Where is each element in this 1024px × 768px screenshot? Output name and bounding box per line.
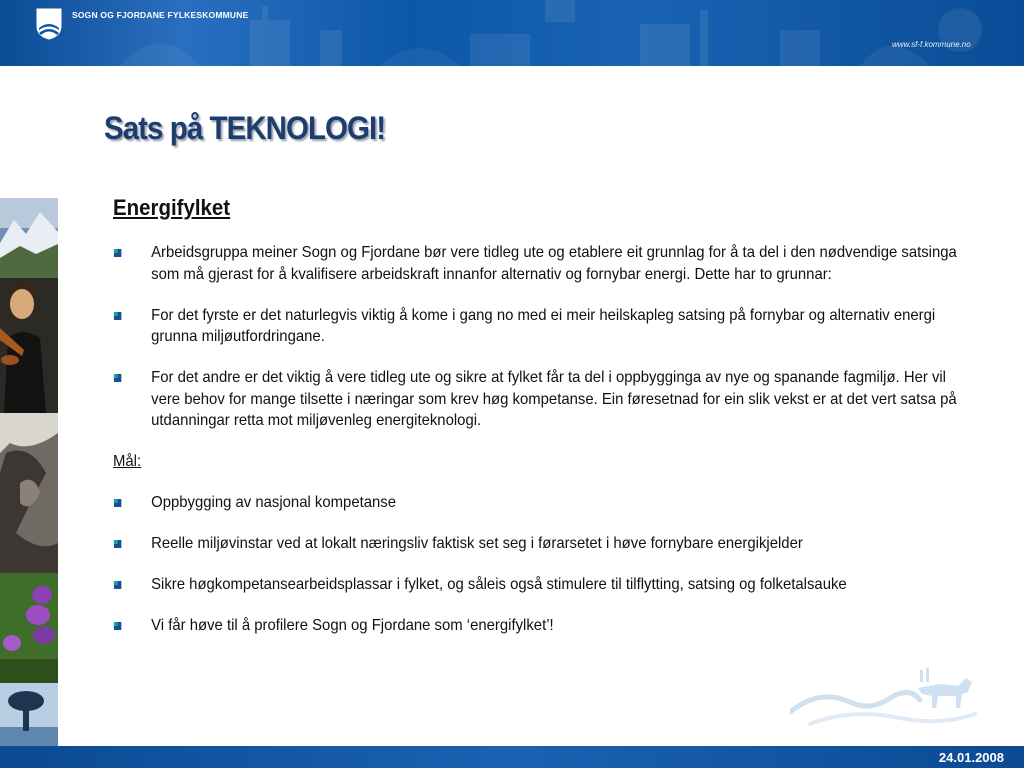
square-bullet-icon bbox=[114, 622, 121, 630]
violinist-photo bbox=[0, 278, 58, 413]
slide-date: 24.01.2008 bbox=[938, 750, 1004, 765]
square-bullet-icon bbox=[114, 540, 121, 548]
website-url[interactable]: www.sf-f.kommune.no bbox=[892, 40, 971, 49]
list-item bbox=[113, 305, 964, 348]
goal-text: Reelle miljøvinstar ved at lokalt næringsliv faktisk set seg i førarsetet i høve fornybare energikjelder bbox=[151, 535, 803, 552]
list-item bbox=[113, 492, 964, 514]
slide-title: Sats på TEKNOLOGI! bbox=[104, 110, 386, 146]
mountain-photo bbox=[0, 198, 58, 278]
goal-text: Oppbygging av nasjonal kompetanse bbox=[151, 494, 396, 511]
photo-strip bbox=[0, 198, 58, 748]
bullet-text: Arbeidsgruppa meiner Sogn og Fjordane bør vere tidleg ute og etablere eit grunnlag for å ta del i den nødvendige satsinga som må gjerast for å kvalifisere arbeidskraft innanfor alternativ og fornybar energi. Dette har to grunnar: bbox=[151, 244, 957, 283]
square-bullet-icon bbox=[114, 499, 121, 507]
header-banner bbox=[0, 0, 1024, 66]
square-bullet-icon bbox=[114, 374, 121, 382]
goals-label: Mål: bbox=[113, 453, 142, 470]
list-item bbox=[113, 367, 964, 432]
square-bullet-icon bbox=[114, 312, 121, 320]
tree-sea-photo bbox=[0, 683, 58, 748]
list-item bbox=[113, 533, 964, 555]
square-bullet-icon bbox=[114, 249, 121, 257]
goal-text: Vi får høve til å profilere Sogn og Fjordane som ‘energifylket’! bbox=[151, 617, 554, 634]
goals-bullet-list bbox=[113, 492, 964, 637]
list-item bbox=[113, 574, 964, 596]
footer-bar bbox=[0, 746, 1024, 768]
list-item bbox=[113, 615, 964, 637]
slide-content bbox=[113, 194, 963, 656]
goal-text: Sikre høgkompetansearbeidsplassar i fylket, og såleis også stimulere til tilflytting, satsing og folketalsauke bbox=[151, 576, 847, 593]
bullet-text: For det fyrste er det naturlegvis viktig å kome i gang no med ei meir heilskapleg satsing på fornybar og alternativ energi grunna miljøutfordringane. bbox=[151, 306, 936, 345]
list-item bbox=[113, 242, 964, 285]
square-bullet-icon bbox=[114, 581, 121, 589]
section-heading: Energifylket bbox=[113, 195, 231, 220]
foxglove-flowers-photo bbox=[0, 573, 58, 683]
horse-watermark-icon bbox=[790, 668, 980, 730]
bullet-text: For det andre er det viktig å vere tidleg ute og sikre at fylket får ta del i oppbygginga av nye og spanande fagmiljø. Her vil vere behov for mange tilsette i næringar som krev høg kompetanse. Ein føresetnad for ein slik vekst er at det vert satsa på utdanningar retta mot miljøvenleg energiteknologi. bbox=[151, 369, 957, 429]
sculpture-photo bbox=[0, 413, 58, 573]
county-crest-icon bbox=[36, 8, 62, 40]
organization-name: SOGN OG FJORDANE FYLKESKOMMUNE bbox=[72, 10, 249, 20]
intro-bullet-list bbox=[113, 242, 964, 432]
